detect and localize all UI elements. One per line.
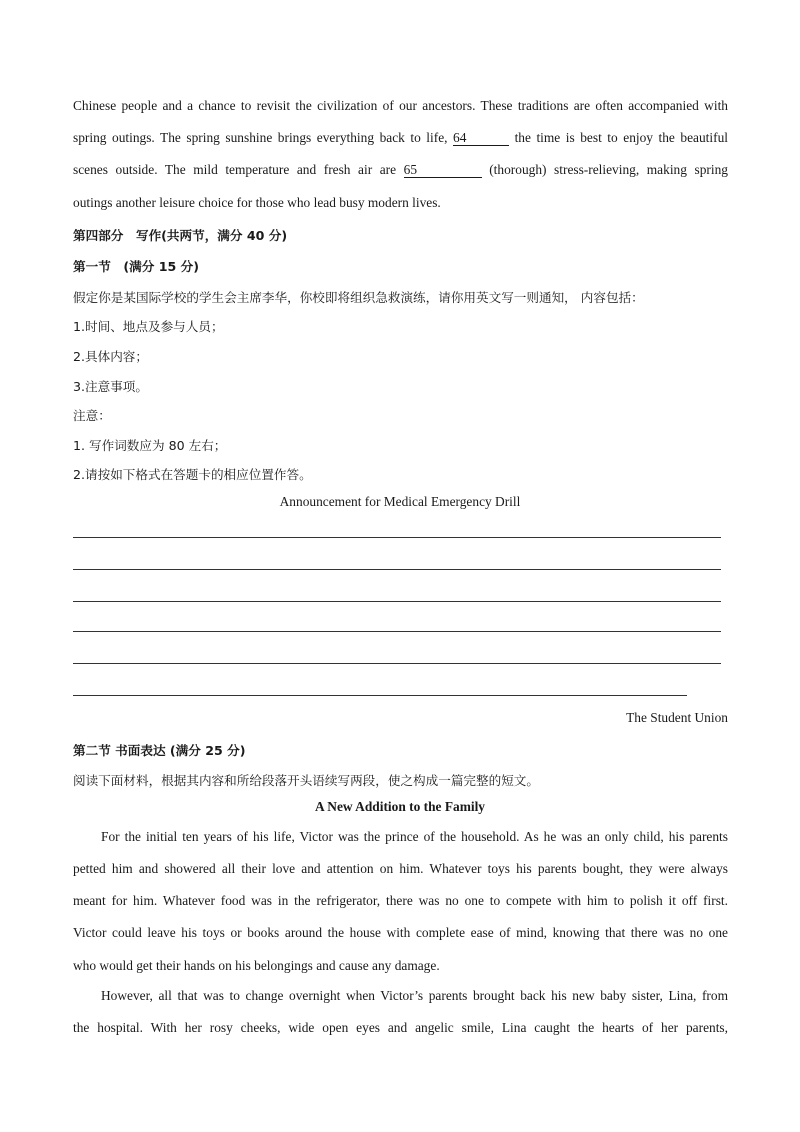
part4-heading: 第四部分 写作(共两节，满分 40 分) [73, 228, 288, 243]
section2-heading: 第二节 书面表达 (满分 25 分) [73, 743, 246, 758]
passage-line-2-before: spring outings. The spring sunshine brings everything back to life, [73, 130, 448, 145]
story-p1-line-5: who would get their hands on his belongings and cause any damage. [73, 958, 440, 973]
answer-line-4[interactable] [73, 631, 721, 632]
note-item-1: 1. 写作词数应为 80 左右； [73, 438, 227, 453]
essay-title: Announcement for Medical Emergency Drill [279, 494, 521, 509]
answer-line-1[interactable] [73, 537, 721, 538]
blank-65[interactable]: 65 [404, 163, 482, 178]
story-p1-line-4: Victor could leave his toys or books around the house with complete ease of mind, knowing that there was no one [73, 925, 728, 940]
passage-line-2 [73, 129, 728, 147]
requirement-item-1: 1.时间、地点及参与人员； [73, 319, 224, 334]
answer-line-6[interactable] [73, 695, 687, 696]
note-item-2: 2.请按如下格式在答题卡的相应位置作答。 [73, 467, 312, 482]
passage-line-3-before: scenes outside. The mild temperature and fresh air are [73, 162, 397, 177]
story-title: A New Addition to the Family [315, 799, 485, 814]
answer-line-5[interactable] [73, 663, 721, 664]
passage-line-4: outings another leisure choice for those who lead busy modern lives. [73, 195, 441, 210]
story-p2-line-2: the hospital. With her rosy cheeks, wide open eyes and angelic smile, Lina caught the hearts of her parents, [73, 1020, 728, 1035]
section2-instruction: 阅读下面材料，根据其内容和所给段落开头语续写两段，使之构成一篇完整的短文。 [73, 773, 539, 788]
story-p1-line-1: For the initial ten years of his life, Victor was the prince of the household. As he was an only child, his parents [101, 829, 728, 844]
requirement-item-3: 3.注意事项。 [73, 379, 148, 394]
passage-line-1: Chinese people and a chance to revisit the civilization of our ancestors. These traditions are often accompanied with [73, 98, 728, 113]
section1-heading: 第一节 (满分 15 分) [73, 259, 199, 274]
signature: The Student Union [626, 710, 728, 725]
passage-line-2-after: the time is best to enjoy the beautiful [514, 130, 728, 145]
section1-prompt: 假定你是某国际学校的学生会主席李华，你校即将组织急救演练，请你用英文写一则通知， 内容包括： [73, 290, 644, 305]
story-p2-line-1: However, all that was to change overnight when Victor’s parents brought back his new baby sister, Lina, from [101, 988, 728, 1003]
answer-line-2[interactable] [73, 569, 721, 570]
story-p1-line-3: meant for him. Whatever food was in the refrigerator, there was no one to compete with him to polish it off first. [73, 893, 728, 908]
story-p1-line-2: petted him and showered all their love and attention on him. Whatever toys his parents bought, they were always [73, 861, 728, 876]
notes-label: 注意： [73, 408, 111, 423]
passage-line-3 [73, 161, 728, 179]
requirement-item-2: 2.具体内容； [73, 349, 148, 364]
answer-line-3[interactable] [73, 601, 721, 602]
blank-64[interactable]: 64 [453, 131, 509, 146]
passage-line-3-after: (thorough) stress-relieving, making spring [489, 162, 728, 177]
